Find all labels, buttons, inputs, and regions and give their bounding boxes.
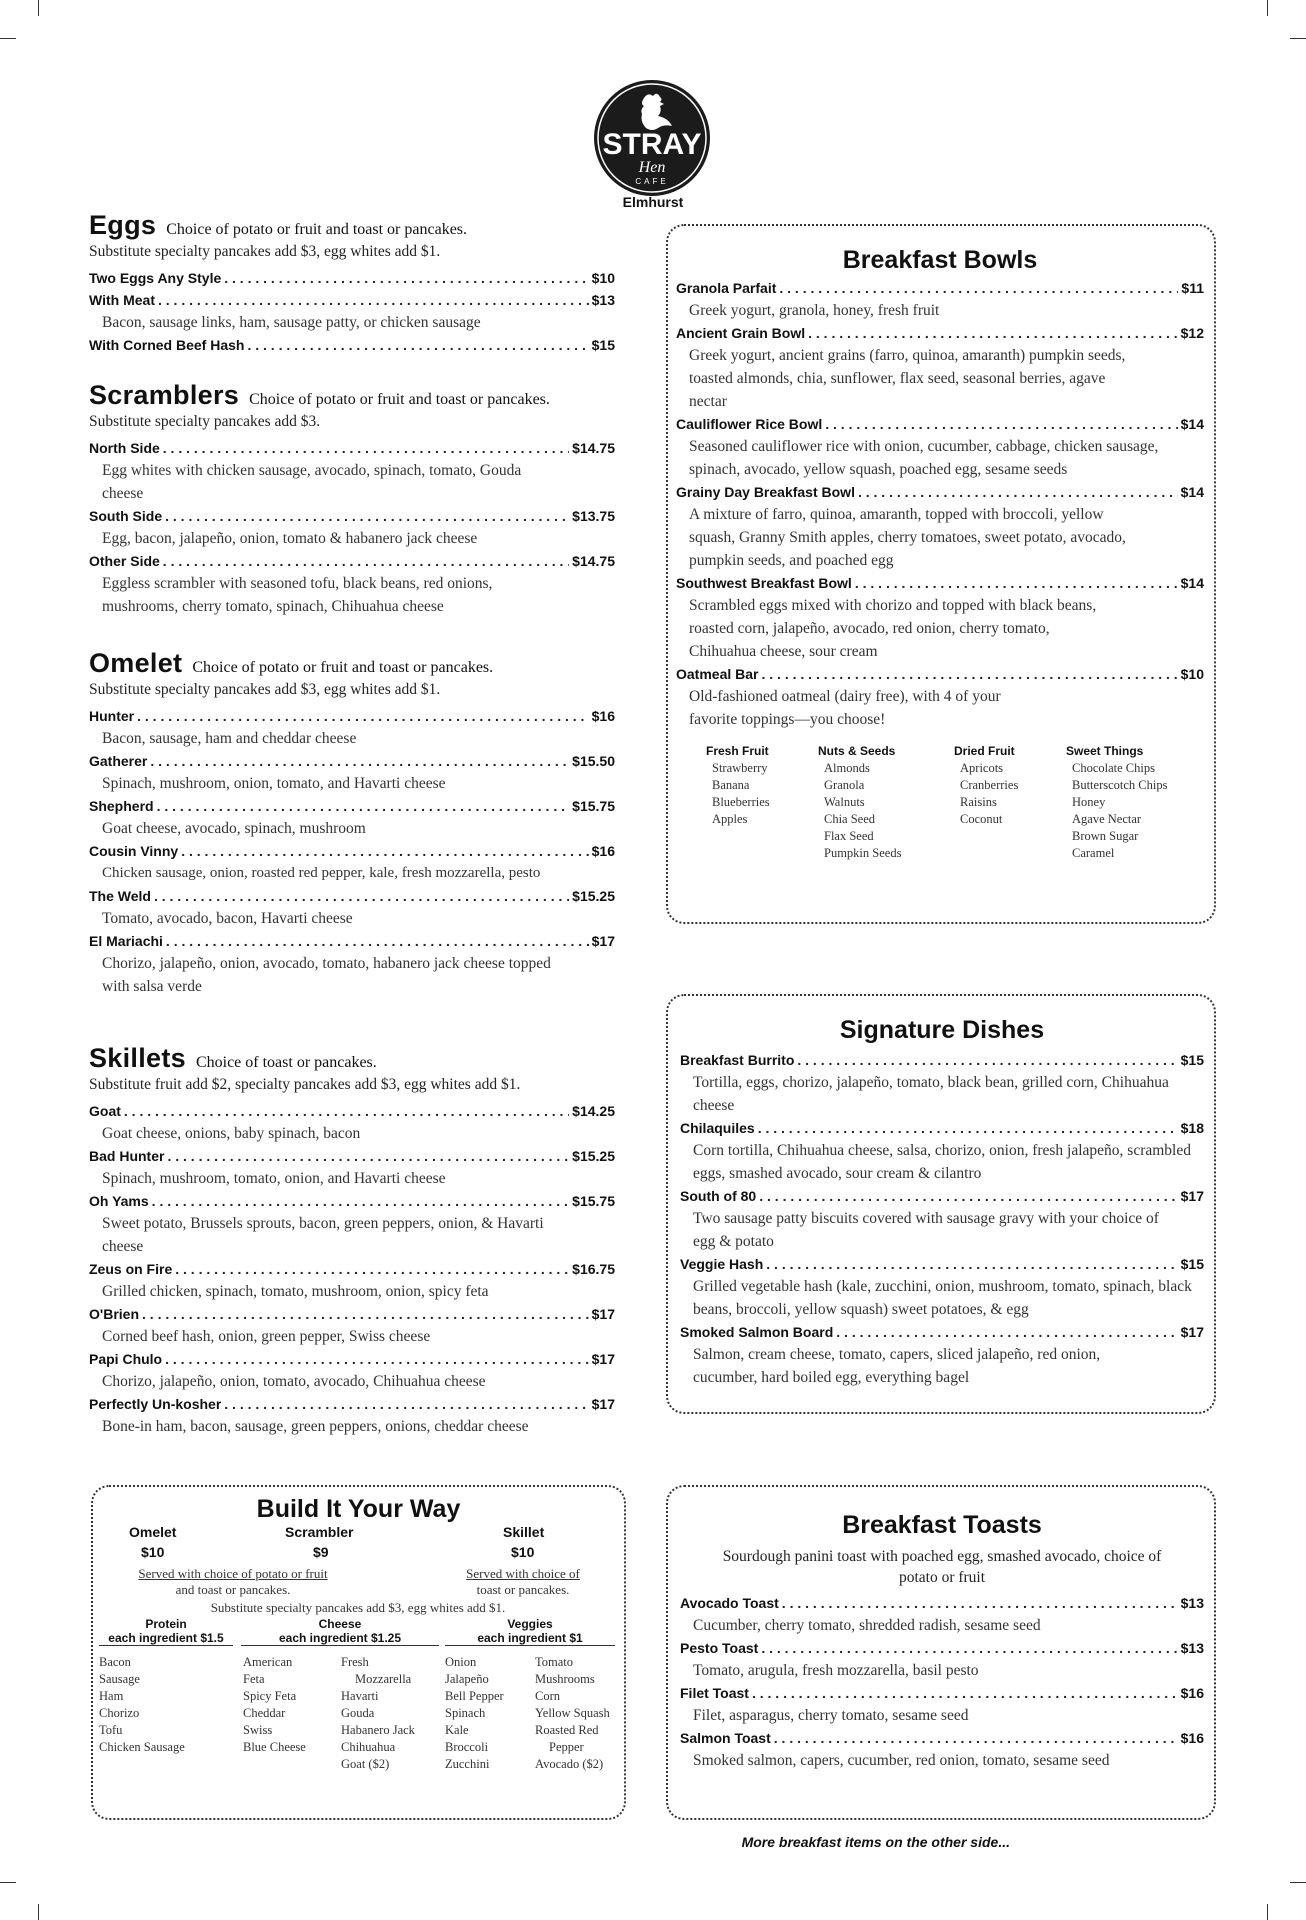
item-desc: Cucumber, cherry tomato, shredded radish, sesame seed [693,1617,1041,1634]
menu-item: Grainy Day Breakfast Bowl . . . $14 [676,481,1204,503]
stray-hen-logo [592,78,712,198]
list-item: Kale [445,1723,469,1737]
list-item: Mushrooms [535,1672,595,1686]
svg-text:Hen: Hen [638,159,666,176]
list-item: Agave Nectar [1072,812,1142,826]
menu-item: Shepherd . . . $15.75 [89,795,615,817]
crop-mark [0,38,16,39]
omelet-sub: Substitute specialty pancakes add $3, egg whites add $1. [89,681,441,698]
skillet-price: $10 [511,1544,535,1560]
menu-item: Gatherer . . . $15.50 [89,750,615,772]
list-item: Chihuahua [341,1740,396,1754]
omelet-price: $10 [141,1544,165,1560]
oatmeal-toppings [676,743,1204,862]
breakfast-bowls-box [666,224,1216,924]
list-item: Ham [99,1689,124,1703]
item-desc: Bacon, sausage, ham and cheddar cheese [102,730,357,747]
item-desc: Goat cheese, avocado, spinach, mushroom [102,820,366,837]
item-desc: Bone-in ham, bacon, sausage, green peppers, onions, cheddar cheese [102,1418,529,1435]
scrambler-price: $9 [313,1544,329,1560]
list-item: Jalapeño [445,1672,489,1686]
list-item: Bacon [99,1655,131,1669]
item-desc: Tortilla, eggs, chorizo, jalapeño, tomato, black bean, grilled corn, Chihuahua cheese [693,1074,1169,1114]
svg-text:CAFE: CAFE [635,177,669,186]
eggs-section [89,210,615,356]
list-item: Tofu [99,1723,123,1737]
scramblers-sub: Substitute specialty pancakes add $3. [89,413,321,430]
note-right-1: Served with choice of [466,1566,580,1581]
toppings-heading: Dried Fruit [954,744,1015,758]
cheese-list-2 [341,1654,415,1773]
item-desc: Corned beef hash, onion, green pepper, Swiss cheese [102,1328,431,1345]
list-item: Avocado ($2) [535,1757,604,1771]
list-item: Zucchini [445,1757,490,1771]
list-item: Strawberry [712,761,768,775]
list-item: Spinach [445,1706,486,1720]
protein-title: Protein [145,1617,187,1631]
toppings-heading: Nuts & Seeds [818,744,896,758]
crop-mark [1290,1882,1306,1883]
item-desc: Tomato, arugula, fresh mozzarella, basil pesto [693,1662,979,1679]
menu-item: With Meat . . . $13 [89,289,615,311]
menu-item: South of 80 . . . $17 [680,1185,1204,1207]
menu-item: Ancient Grain Bowl . . . $12 [676,322,1204,344]
menu-item: Southwest Breakfast Bowl . . . $14 [676,572,1204,594]
item-desc: A mixture of farro, quinoa, amaranth, topped with broccoli, yellow squash, Granny Smith apples, cherry tomatoes, sweet potato, avocado, pumpkin seeds, and poached egg [689,506,1126,569]
list-item: Chicken Sausage [99,1740,185,1754]
list-item: Almonds [824,761,870,775]
signature-dishes-box [666,994,1216,1414]
location-label: Elmhurst [622,194,684,210]
menu-item: Smoked Salmon Board . . . $17 [680,1321,1204,1343]
list-item: Corn [535,1689,560,1703]
item-desc: Salmon, cream cheese, tomato, capers, sliced jalapeño, red onion, cucumber, hard boiled egg, everything bagel [693,1346,1101,1386]
protein-price: each ingredient $1.5 [99,1631,233,1646]
toppings-heading: Sweet Things [1066,744,1144,758]
cheese-list-1 [243,1654,306,1756]
item-desc: Goat cheese, onions, baby spinach, bacon [102,1125,361,1142]
menu-item: Hunter . . . $16 [89,705,615,727]
item-desc: Greek yogurt, granola, honey, fresh fruit [689,302,940,319]
list-item: Spicy Feta [243,1689,297,1703]
veggie-list-1 [445,1654,504,1773]
veggie-title: Veggies [507,1617,553,1631]
bowls-title: Breakfast Bowls [842,246,1038,274]
list-item: Mozzarella [355,1672,412,1686]
list-item: Chia Seed [824,812,876,826]
item-desc: Sweet potato, Brussels sprouts, bacon, green peppers, onion, & Havarti cheese [102,1215,544,1255]
item-desc: Scrambled eggs mixed with chorizo and topped with black beans, roasted corn, jalapeño, avocado, red onion, cherry tomato, Chihuahua cheese, sour cream [689,597,1097,660]
svg-text:STRAY: STRAY [602,128,702,161]
item-desc: Greek yogurt, ancient grains (farro, quinoa, amaranth) pumpkin seeds, toasted almonds, chia, sunflower, flax seed, seasonal berries, agave nectar [689,347,1126,410]
scrambler-label: Scrambler [285,1524,354,1540]
list-item: Blueberries [712,795,770,809]
list-item: Fresh [341,1655,369,1669]
cheese-title: Cheese [318,1617,362,1631]
crop-mark [1290,38,1306,39]
menu-item: North Side . . . $14.75 [89,437,615,459]
list-item: Gouda [341,1706,375,1720]
list-item: Cheddar [243,1706,286,1720]
item-desc: Old-fashioned oatmeal (dairy free), with 4 of your favorite toppings—you choose! [689,688,1001,728]
list-item: Honey [1072,795,1106,809]
item-desc: Grilled chicken, spinach, tomato, mushroom, onion, spicy feta [102,1283,489,1300]
skillet-label: Skillet [503,1524,545,1540]
scramblers-title: Scramblers Choice of potato or fruit and toast or pancakes. [89,380,550,410]
item-desc: Egg, bacon, jalapeño, onion, tomato & habanero jack cheese [102,530,478,547]
menu-item: Breakfast Burrito . . . $15 [680,1049,1204,1071]
list-item: Broccoli [445,1740,489,1754]
item-desc: Corn tortilla, Chihuahua cheese, salsa, chorizo, onion, fresh jalapeño, scrambled eggs, smashed avocado, sour cream & cilantro [693,1142,1191,1182]
list-item: Blue Cheese [243,1740,306,1754]
menu-item: Salmon Toast . . . $16 [680,1727,1204,1749]
menu-item: Oh Yams . . . $15.75 [89,1190,615,1212]
menu-item: O'Brien . . . $17 [89,1303,615,1325]
skillets-section [89,1043,615,1438]
omelet-section [89,648,615,998]
menu-item: Granola Parfait . . . $11 [676,277,1204,299]
list-item: Habanero Jack [341,1723,415,1737]
scramblers-section [89,380,615,618]
veggie-list-2 [535,1654,610,1773]
item-desc: Seasoned cauliflower rice with onion, cucumber, cabbage, chicken sausage, spinach, avocado, yellow squash, poached egg, sesame seeds [689,438,1159,478]
menu-item: Cauliflower Rice Bowl . . . $14 [676,413,1204,435]
list-item: Cranberries [960,778,1019,792]
list-item: Pepper [549,1740,584,1754]
toasts-title: Breakfast Toasts [842,1511,1042,1539]
item-desc: Spinach, mushroom, tomato, onion, and Havarti cheese [102,1170,446,1187]
note-left-1: Served with choice of potato or fruit [138,1566,328,1581]
veggie-price: each ingredient $1 [445,1631,615,1646]
note-right-2: toast or pancakes. [476,1582,570,1597]
list-item: Raisins [960,795,997,809]
eggs-title: Eggs Choice of potato or fruit and toast or pancakes. [89,210,468,240]
menu-item: Oatmeal Bar . . . $10 [676,663,1204,685]
item-desc: Two sausage patty biscuits covered with sausage gravy with your choice of egg & potato [693,1210,1159,1250]
list-item: Walnuts [824,795,865,809]
list-item: Yellow Squash [535,1706,610,1720]
list-item: Pumpkin Seeds [824,846,902,860]
menu-item: Other Side . . . $14.75 [89,550,615,572]
item-desc: Bacon, sausage links, ham, sausage patty, or chicken sausage [102,314,481,331]
list-item: Chorizo [99,1706,140,1720]
list-item: Chocolate Chips [1072,761,1155,775]
menu-item: Papi Chulo . . . $17 [89,1348,615,1370]
menu-item: Cousin Vinny . . . $16 [89,840,615,862]
omelet-label: Omelet [129,1524,177,1540]
list-item: Brown Sugar [1072,829,1139,843]
skillets-title: Skillets Choice of toast or pancakes. [89,1043,377,1073]
list-item: Coconut [960,812,1003,826]
cheese-price: each ingredient $1.25 [241,1631,439,1646]
footer-note: More breakfast items on the other side... [741,1834,1010,1850]
menu-item: Avocado Toast . . . $13 [680,1592,1204,1614]
list-item: Apricots [960,761,1004,775]
menu-item: South Side . . . $13.75 [89,505,615,527]
protein-list [99,1654,185,1756]
menu-item: Perfectly Un-kosher . . . $17 [89,1393,615,1415]
crop-mark [0,1882,16,1883]
note-left-2: and toast or pancakes. [175,1582,291,1597]
list-item: Swiss [243,1723,273,1737]
eggs-sub: Substitute specialty pancakes add $3, egg whites add $1. [89,243,441,260]
list-item: Havarti [341,1689,379,1703]
item-desc: Tomato, avocado, bacon, Havarti cheese [102,910,353,927]
item-desc: Eggless scrambler with seasoned tofu, black beans, red onions, mushrooms, cherry tomato, spinach, Chihuahua cheese [102,575,493,615]
note-sub: Substitute specialty pancakes add $3, egg whites add $1. [210,1600,506,1615]
item-desc: Filet, asparagus, cherry tomato, sesame seed [693,1707,969,1724]
item-desc: Chorizo, jalapeño, onion, tomato, avocado, Chihuahua cheese [102,1373,486,1390]
menu-item: Pesto Toast . . . $13 [680,1637,1204,1659]
item-desc: Spinach, mushroom, onion, tomato, and Havarti cheese [102,775,446,792]
list-item: American [243,1655,293,1669]
toasts-intro: Sourdough panini toast with poached egg, smashed avocado, choice of potato or fruit [722,1548,1162,1586]
signature-title: Signature Dishes [839,1016,1045,1044]
list-item: Apples [712,812,748,826]
crop-mark [1267,1904,1268,1920]
crop-mark [38,1904,39,1920]
list-item: Sausage [99,1672,140,1686]
item-desc: Chicken sausage, onion, roasted red pepper, kale, fresh mozzarella, pesto [102,865,541,881]
menu-item: El Mariachi . . . $17 [89,930,615,952]
menu-item: The Weld . . . $15.25 [89,885,615,907]
item-desc: Chorizo, jalapeño, onion, avocado, tomato, habanero jack cheese topped with salsa verde [102,955,551,995]
build-title: Build It Your Way [256,1495,461,1523]
menu-item: Zeus on Fire . . . $16.75 [89,1258,615,1280]
menu-item: Two Eggs Any Style . . . $10 [89,267,615,289]
toppings-heading: Fresh Fruit [706,744,769,758]
list-item: Caramel [1072,846,1115,860]
list-item: Roasted Red [535,1723,599,1737]
item-desc: Egg whites with chicken sausage, avocado, spinach, tomato, Gouda cheese [102,462,522,502]
crop-mark [1267,0,1268,16]
list-item: Banana [712,778,750,792]
breakfast-toasts-box [666,1485,1216,1820]
menu-item: Bad Hunter . . . $15.25 [89,1145,615,1167]
list-item: Bell Pepper [445,1689,504,1703]
menu-item: Chilaquiles . . . $18 [680,1117,1204,1139]
list-item: Tomato [535,1655,574,1669]
crop-mark [38,0,39,16]
omelet-title: Omelet Choice of potato or fruit and toast or pancakes. [89,648,494,678]
menu-item: Veggie Hash . . . $15 [680,1253,1204,1275]
skillets-sub: Substitute fruit add $2, specialty pancakes add $3, egg whites add $1. [89,1076,521,1093]
list-item: Feta [243,1672,265,1686]
menu-item: With Corned Beef Hash . . . $15 [89,334,615,356]
item-desc: Smoked salmon, capers, cucumber, red onion, tomato, sesame seed [693,1752,1110,1769]
list-item: Goat ($2) [341,1757,390,1771]
build-your-own-box [91,1485,626,1820]
list-item: Onion [445,1655,477,1669]
menu-item: Goat . . . $14.25 [89,1100,615,1122]
list-item: Granola [824,778,865,792]
list-item: Butterscotch Chips [1072,778,1168,792]
list-item: Flax Seed [824,829,874,843]
item-desc: Grilled vegetable hash (kale, zucchini, onion, mushroom, tomato, spinach, black beans, broccoli, yellow squash) sweet potatoes, & egg [693,1278,1192,1318]
menu-item: Filet Toast . . . $16 [680,1682,1204,1704]
